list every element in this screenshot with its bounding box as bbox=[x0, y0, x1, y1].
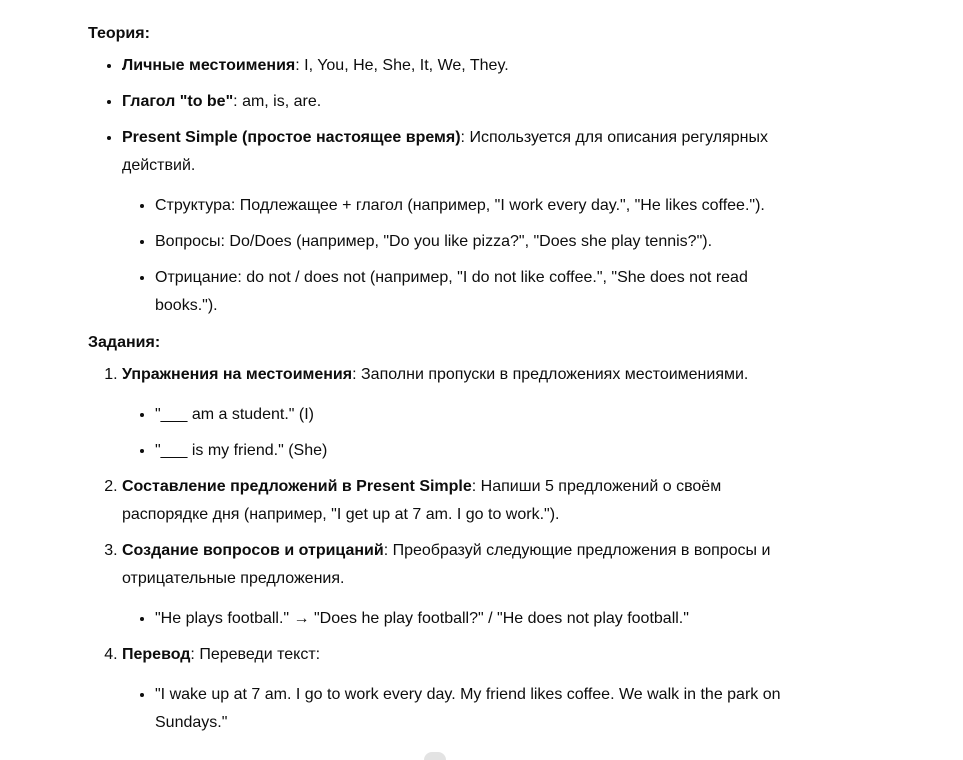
list-item bbox=[122, 52, 810, 80]
task-1-sublist bbox=[122, 401, 810, 465]
section-heading-theory: Теория: bbox=[88, 25, 150, 42]
definition: : Напиши 5 предложений о своём распорядке дня (например, "I get up at 7 am. I go to work."). bbox=[122, 478, 722, 523]
definition: : Используется для описания регулярных действий. bbox=[122, 129, 768, 174]
sub-item-text: "I wake up at 7 am. I go to work every day. My friend likes coffee. We walk in the park on Sundays." bbox=[155, 686, 781, 731]
definition: : am, is, are. bbox=[233, 93, 322, 110]
term: Глагол "to be" bbox=[122, 93, 234, 110]
sub-item-text: Вопросы: Do/Does (например, "Do you like pizza?", "Does she play tennis?"). bbox=[155, 233, 713, 250]
sub-item-text: Отрицание: do not / does not (например, "I do not like coffee.", "She does not read books."). bbox=[155, 269, 748, 314]
list-item bbox=[155, 228, 810, 256]
theory-sublist bbox=[122, 192, 810, 320]
task-3-sublist bbox=[122, 605, 810, 633]
list-item bbox=[122, 641, 810, 737]
term: Перевод bbox=[122, 646, 191, 663]
list-item bbox=[122, 473, 810, 529]
sub-item-text: "He plays football." → "Does he play football?" / "He does not play football." bbox=[155, 610, 689, 627]
list-item bbox=[122, 124, 810, 320]
term: Present Simple (простое настоящее время) bbox=[122, 129, 461, 146]
definition: : Преобразуй следующие предложения в вопросы и отрицательные предложения. bbox=[122, 542, 771, 587]
definition: : Заполни пропуски в предложениях местоимениями. bbox=[352, 366, 749, 383]
sub-item-text: Структура: Подлежащее + глагол (например, "I work every day.", "He likes coffee."). bbox=[155, 197, 765, 214]
term: Личные местоимения bbox=[122, 57, 296, 74]
list-item bbox=[155, 681, 810, 737]
list-item bbox=[155, 401, 810, 429]
definition: : I, You, He, She, It, We, They. bbox=[295, 57, 509, 74]
tasks-list bbox=[88, 361, 810, 737]
sub-item-text: "___ am a student." (I) bbox=[155, 406, 314, 423]
list-item bbox=[155, 605, 810, 633]
term: Создание вопросов и отрицаний bbox=[122, 542, 384, 559]
definition: : Переведи текст: bbox=[190, 646, 321, 663]
document-body bbox=[88, 20, 810, 746]
sub-item-text: "___ is my friend." (She) bbox=[155, 442, 328, 459]
list-item bbox=[122, 88, 810, 116]
list-item bbox=[122, 361, 810, 465]
term: Упражнения на местоимения bbox=[122, 366, 353, 383]
list-item bbox=[155, 437, 810, 465]
task-4-sublist bbox=[122, 681, 810, 737]
list-item bbox=[155, 192, 810, 220]
term: Составление предложений в Present Simple bbox=[122, 478, 472, 495]
list-item bbox=[155, 264, 810, 320]
scroll-down-button-partial[interactable] bbox=[424, 752, 446, 760]
list-item bbox=[122, 537, 810, 633]
section-heading-tasks: Задания: bbox=[88, 334, 161, 351]
theory-list bbox=[88, 52, 810, 320]
